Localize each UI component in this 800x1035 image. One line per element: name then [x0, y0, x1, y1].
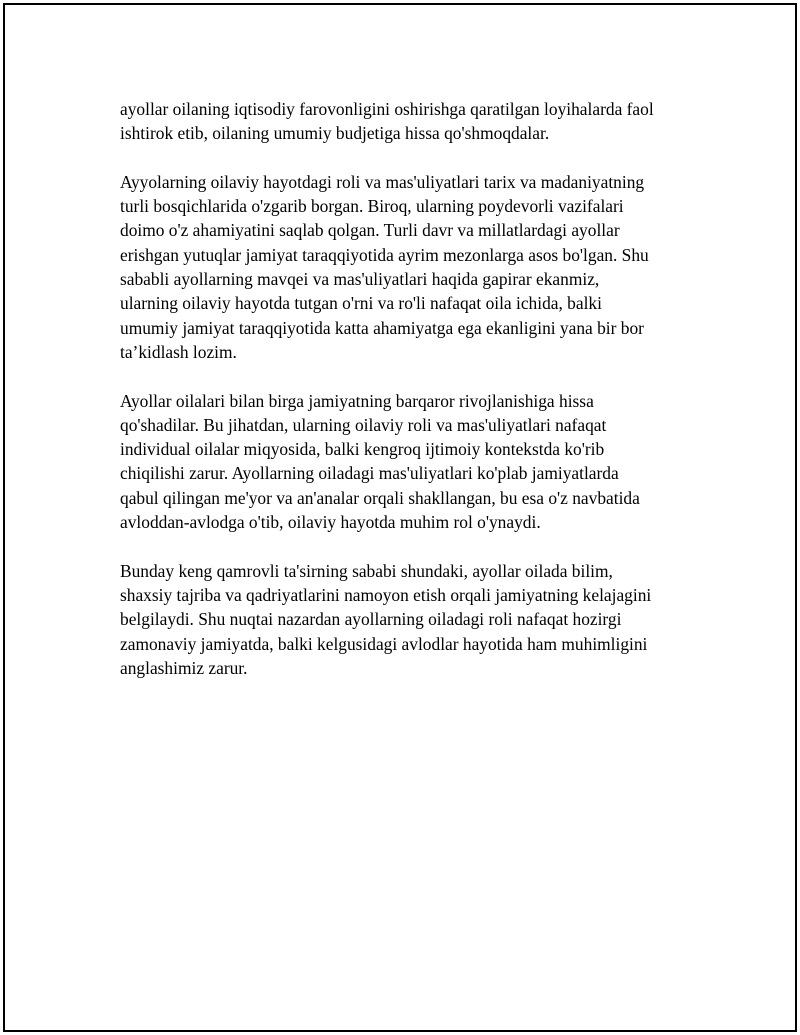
text-line: turli bosqichlarida o'zgarib borgan. Biroq, ularning poydevorli vazifalari	[120, 196, 624, 217]
document-page	[3, 3, 797, 1032]
text-line: ta’kidlash lozim.	[120, 341, 237, 362]
text-line: umumiy jamiyat taraqqiyotida katta ahamiyatga ega ekanligini yana bir bor	[120, 317, 644, 338]
text-line: qo'shadilar. Bu jihatdan, ularning oilaviy roli va mas'uliyatlari nafaqat	[120, 414, 607, 435]
document-body	[120, 97, 700, 704]
text-line: chiqilishi zarur. Ayollarning oiladagi mas'uliyatlari ko'plab jamiyatlarda	[120, 463, 619, 484]
text-line: ayollar oilaning iqtisodiy farovonligini oshirishga qaratilgan loyihalarda faol	[120, 99, 654, 119]
text-line: ishtirok etib, oilaning umumiy budjetiga hissa qo'shmoqdalar.	[120, 123, 550, 144]
text-line: Ayyolarning oilaviy hayotdagi roli va mas'uliyatlari tarix va madaniyatning	[120, 171, 645, 192]
text-line: zamonaviy jamiyatda, balki kelgusidagi avlodlar hayotida ham muhimligini	[120, 633, 648, 654]
text-line: ularning oilaviy hayotda tutgan o'rni va ro'li nafaqat oila ichida, balki	[120, 293, 602, 314]
text-line: individual oilalar miqyosida, balki kengroq ijtimoiy kontekstda ko'rib	[120, 439, 605, 460]
text-line: shaxsiy tajriba va qadriyatlarini namoyon etish orqali jamiyatning kelajagini	[120, 584, 652, 605]
paragraph-3	[120, 389, 700, 535]
paragraph-1	[120, 97, 700, 146]
text-line: anglashimiz zarur.	[120, 657, 248, 678]
text-line: Bunday keng qamrovli ta'sirning sababi shundaki, ayollar oilada bilim,	[120, 560, 613, 581]
paragraph-4	[120, 559, 700, 680]
text-line: sababli ayollarning mavqei va mas'uliyatlari haqida gapirar ekanmiz,	[120, 269, 600, 290]
text-line: erishgan yutuqlar jamiyat taraqqiyotida ayrim mezonlarga asos bo'lgan. Shu	[120, 244, 649, 265]
paragraph-2	[120, 170, 700, 364]
text-line: belgilaydi. Shu nuqtai nazardan ayollarning oiladagi roli nafaqat hozirgi	[120, 609, 622, 630]
text-line: qabul qilingan me'yor va an'analar orqali shakllangan, bu esa o'z navbatida	[120, 487, 640, 508]
text-line: doimo o'z ahamiyatini saqlab qolgan. Turli davr va millatlardagi ayollar	[120, 220, 620, 241]
text-line: avloddan-avlodga o'tib, oilaviy hayotda muhim rol o'ynaydi.	[120, 512, 541, 533]
text-line: Ayollar oilalari bilan birga jamiyatning barqaror rivojlanishiga hissa	[120, 390, 594, 411]
